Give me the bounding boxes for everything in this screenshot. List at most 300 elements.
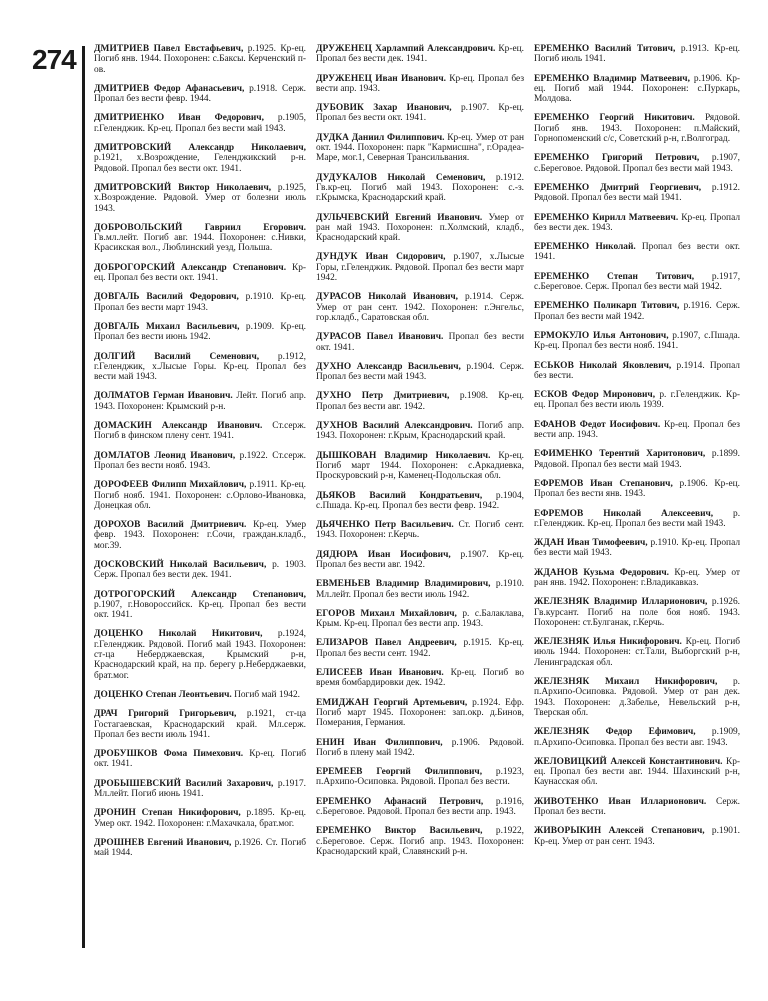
- entry-details: Кр-ец. Пропал без вести апр. 1943.: [316, 73, 525, 94]
- entry-surname: ЕРЕМЕНКО: [534, 113, 590, 124]
- entry-details: р.1922, с.Береговое. Серж. Погиб апр. 1943. Похоронен: Краснодарский край, Славянский р-н.: [316, 826, 525, 857]
- entry-given-name: Илья Никифорович.: [593, 637, 682, 648]
- entry-surname: ЕРЕМЕНКО: [534, 212, 590, 223]
- entry-given-name: Александр Васильевич,: [356, 361, 461, 372]
- entry-surname: ДОБРОГОРСКИЙ: [94, 262, 176, 273]
- entry-surname: ЖЕЛЕЗНЯК: [534, 677, 590, 688]
- entry: [316, 609, 524, 630]
- entry-surname: ДМИТРОВСКИЙ: [94, 182, 172, 193]
- entry: [534, 242, 740, 263]
- entry-details: р.1912. Гв.кр-ец. Погиб май 1943. Похоронен: с.-з. г.Крымска, Краснодарский край.: [316, 172, 525, 204]
- entry-details: р.1925. Кр-ец. Погиб янв. 1944. Похоронен: с.Баксы. Керченский п-ов.: [94, 44, 306, 75]
- entry-surname: ЖИВОРЫКИН: [534, 826, 602, 837]
- entry: [316, 391, 524, 412]
- entry-surname: ДОЛГИЙ: [94, 351, 136, 362]
- entry-details: Рядовой. Погиб янв. 1943. Похоронен: п.Майский, Горнопоменский с/с, Советский р-н, г.Волгоград.: [534, 113, 740, 145]
- entry-details: р.1918. Серж. Пропал без вести февр. 1944.: [94, 83, 306, 105]
- entry-details: Ст. Погиб сент. 1943. Похоронен: г.Керчь.: [316, 520, 525, 541]
- entry: [534, 44, 740, 65]
- entry-given-name: Василий Александрович.: [362, 421, 473, 432]
- entry-given-name: Георгий Филиппович,: [376, 767, 483, 778]
- entry-surname: ЕФРЕМОВ: [534, 508, 584, 519]
- entry-given-name: Кирилл Матвеевич.: [592, 212, 679, 223]
- entry: [534, 113, 740, 144]
- entry-surname: ДОБРОВОЛЬСКИЙ: [94, 222, 183, 233]
- entry-surname: ЕФАНОВ: [534, 419, 576, 430]
- entry-surname: ДОМЛАТОВ: [94, 450, 150, 461]
- entry-surname: ДРОШНЕВ: [94, 837, 145, 848]
- entry: [534, 74, 740, 105]
- entry-details: Серж. Пропал без вести.: [534, 796, 741, 818]
- entry-details: Кр-ец. Погиб июль 1944. Похоронен: ст.Тали, Выборгский р-н, Ленинградская обл.: [534, 637, 740, 668]
- entry-surname: ЕРЕМЕНКО: [534, 182, 590, 193]
- entry-surname: ЕРЕМЕНКО: [534, 73, 590, 84]
- page-number: 274: [32, 44, 76, 75]
- entry-details: Погиб май 1942.: [234, 689, 300, 700]
- entry: [94, 183, 306, 214]
- entry-surname: ДУБОВИК: [316, 103, 364, 114]
- entry: [534, 568, 740, 589]
- entry-details: Кр-ец. Погиб во время бомбардировки дек. 1942.: [316, 668, 525, 689]
- entry-surname: ЕРМОКУЛО: [534, 330, 590, 341]
- entry-surname: ДУНДУК: [316, 252, 358, 263]
- entry-given-name: Владимир Николаевич.: [384, 450, 491, 461]
- entry: [94, 838, 306, 859]
- entry: [534, 301, 740, 322]
- entry: [316, 579, 524, 600]
- entry: [534, 538, 740, 559]
- entry-surname: ЕНИН: [316, 737, 345, 748]
- entry-given-name: Александр Степанович.: [181, 262, 287, 273]
- entry-details: р.1907, с.Береговое. Рядовой. Пропал без вести май 1943.: [534, 153, 740, 174]
- entry-surname: ДЯДЮРА: [316, 549, 359, 560]
- entry: [316, 421, 524, 442]
- entry-given-name: Петр Васильевич.: [374, 520, 454, 531]
- entry-surname: ЕЛИЗАРОВ: [316, 638, 369, 649]
- entry-surname: ДМИТРИЕВ: [94, 44, 150, 54]
- entry-details: р.1913. Кр-ец. Погиб июль 1941.: [534, 44, 741, 65]
- entry-details: р.1912. Рядовой. Пропал без вести май 1941.: [534, 182, 741, 204]
- entry-details: р.1917, с.Береговое. Серж. Пропал без вести май 1942.: [534, 271, 741, 293]
- entry-details: р.1907, г.Новороссийск. Кр-ец. Пропал без вести окт. 1941.: [94, 599, 306, 621]
- entry: [534, 183, 740, 204]
- entry-surname: ЕРЕМЕНКО: [534, 271, 590, 282]
- entry-given-name: Иван Илларионович.: [608, 796, 707, 807]
- entry-details: р.1917. Мл.лейт. Погиб июнь 1941.: [94, 778, 307, 800]
- entry-surname: ЕРЕМЕНКО: [316, 796, 372, 807]
- entry-details: Кр-ец. Умер от ран янв. 1942. Похоронен: г.Владикавказ.: [534, 567, 740, 588]
- entry-details: р.1921, ст-ца Гостагаевская, Краснодарский край. Мл.серж. Пропал без вести июль 1941.: [94, 709, 307, 740]
- entry: [316, 451, 524, 482]
- entry: [534, 797, 740, 818]
- entry-details: р.1907, х.Лысые Горы, г.Геленджик. Рядовой. Пропал без вести март 1942.: [316, 252, 525, 284]
- entry: [316, 797, 524, 818]
- entry-given-name: Виктор Васильевич,: [384, 826, 483, 837]
- entry-surname: ЕРЕМЕНКО: [534, 153, 590, 164]
- entry: [534, 479, 740, 500]
- entry-given-name: Иван Иванович.: [369, 668, 444, 679]
- entry-details: р. г.Геленджик. Кр-ец. Пропал без вести май 1943.: [534, 508, 741, 529]
- entry-given-name: Илья Антонович,: [592, 330, 669, 341]
- entry: [94, 808, 306, 829]
- entry: [316, 252, 524, 283]
- entry-surname: ЖДАНОВ: [534, 567, 578, 578]
- entry-surname: ЕМИДЖАН: [316, 697, 369, 708]
- entry-details: р.1914. Серж. Умер от ран сент. 1942. Похоронен: г.Энгельс, гор.кладб., Саратовская обл.: [316, 292, 525, 323]
- entry-given-name: Федор Ефимович,: [605, 727, 696, 738]
- entry-details: р.1916, с.Береговое. Рядовой. Пропал без вести апр. 1943.: [316, 796, 525, 818]
- entry: [534, 757, 740, 788]
- entry-surname: ДРОБУШКОВ: [94, 749, 158, 760]
- entry-given-name: Иван Иосифович,: [367, 549, 451, 560]
- entry-given-name: Павел Андреевич,: [374, 638, 457, 649]
- entry-details: р.1922. Ст.серж. Пропал без вести нояб. 1943.: [94, 450, 306, 471]
- entry: [534, 637, 740, 668]
- entry-given-name: Павел Евстафьевич,: [153, 44, 244, 54]
- entry-given-name: Дмитрий Георгиевич,: [600, 182, 702, 193]
- entry: [534, 727, 740, 748]
- entry-given-name: Николай Васильевич,: [169, 559, 267, 570]
- entry-surname: ЕРЕМЕЕВ: [316, 767, 363, 778]
- vertical-rule: [82, 46, 85, 948]
- entry: [94, 322, 306, 343]
- entry-surname: ЕФИМЕНКО: [534, 449, 593, 460]
- entry: [534, 420, 740, 441]
- entry-details: Кр-ец. Пропал без вести апр. 1943.: [534, 419, 741, 441]
- entry: [534, 677, 740, 718]
- entry-given-name: Василий Титович,: [594, 44, 676, 54]
- entry-details: р.1908. Кр-ец. Пропал без вести авг. 1942.: [316, 391, 524, 412]
- entry-given-name: Афанасий Петрович,: [383, 796, 484, 807]
- entry-given-name: Харлампий Александрович.: [375, 44, 496, 54]
- entry-given-name: Герман Иванович.: [153, 391, 233, 402]
- entry-details: р.1905, г.Геленджик. Кр-ец. Пропал без вести май 1943.: [94, 113, 307, 134]
- entry-surname: ЕРЕМЕНКО: [534, 301, 590, 312]
- entry: [534, 826, 740, 847]
- entry-given-name: Александр Степанович,: [191, 589, 306, 600]
- entry-given-name: Григорий Григорьевич,: [128, 709, 237, 720]
- entry-given-name: Терентий Харитонович,: [599, 449, 706, 460]
- entry: [316, 103, 524, 124]
- entry-given-name: Василий Кондратьевич,: [369, 490, 483, 501]
- entry-details: р.1910. Кр-ец. Пропал без вести май 1943.: [534, 538, 740, 559]
- entry-details: Пропал без вести окт. 1941.: [316, 332, 524, 353]
- entry: [94, 451, 306, 472]
- entry-given-name: Василий Федорович,: [146, 292, 239, 303]
- entry-given-name: Иван Степанович,: [590, 478, 673, 489]
- entry-given-name: Николай Яковлевич,: [579, 360, 672, 371]
- entry-surname: ЖДАН: [534, 538, 565, 549]
- entry: [534, 449, 740, 470]
- entry-details: Кр-ец. Пропал без вести авг. 1944. Шахинский р-н, Каунасская обл.: [534, 756, 741, 788]
- entry: [534, 390, 740, 411]
- entry: [316, 74, 524, 95]
- entry-surname: ДОСКОВСКИЙ: [94, 559, 164, 570]
- entry-surname: ДОЛМАТОВ: [94, 391, 150, 402]
- entry-surname: ДОВГАЛЬ: [94, 292, 140, 303]
- entry-details: р.1924, г.Геленджик. Рядовой. Погиб май 1943. Похоронен: ст-ца Неберджаевская, Крымский р-н, Краснодарский край, на пр. берегу р.Неберджаевки, брат.мог.: [94, 629, 306, 681]
- entry-details: Лейт. Погиб апр. 1943. Похоронен: Крымский р-н.: [94, 391, 307, 412]
- entry-details: р.1923, п.Архипо-Осиповка. Рядовой. Пропал без вести.: [316, 767, 524, 788]
- entry-details: р.1904. Серж. Пропал без вести май 1943.: [316, 361, 524, 383]
- entry-details: р.1926. Гв.курсант. Погиб на поле боя нояб. 1943. Похоронен: ст.Булганак, г.Керчь.: [534, 597, 740, 628]
- entry-given-name: Леонид Иванович,: [154, 450, 236, 461]
- entry: [94, 223, 306, 254]
- entry: [94, 779, 306, 800]
- entry: [94, 690, 306, 700]
- entry: [94, 113, 306, 134]
- entry-surname: ЕЛИСЕЕВ: [316, 668, 363, 679]
- entry-details: р.1921, х.Возрождение, Геленджикский р-н. Рядовой. Пропал без вести окт. 1941.: [94, 153, 306, 174]
- entry-details: Пропал без вести окт. 1941.: [534, 242, 740, 263]
- entry-details: Кр-ец. Пропал без вести окт. 1941.: [94, 262, 306, 284]
- entry: [534, 509, 740, 530]
- entry: [316, 213, 524, 244]
- entry-given-name: Николай Никитович,: [158, 629, 263, 640]
- entry: [316, 738, 524, 759]
- entry-given-name: Георгий Никитович.: [599, 113, 695, 124]
- entry-details: Кр-ец. Умер от ран окт. 1944. Похоронен: парк "Кармисшна", г.Орадеа-Маре, мог.1, Северная Трансильвания.: [316, 132, 525, 164]
- entry-details: Кр-ец. Погиб март 1944. Похоронен: с.Аркадиевка, Проскуровский р-н, Каменец-Подольская обл.: [316, 450, 525, 482]
- entry-surname: ДЫШКОВАН: [316, 450, 377, 461]
- entry-surname: ЕСЬКОВ: [534, 360, 574, 371]
- entry-details: Кр-ец. Умер февр. 1943. Похоронен: г.Сочи, граждан.кладб., мог.39.: [94, 520, 307, 551]
- entry: [534, 597, 740, 628]
- entry-given-name: Павел Иванович.: [366, 332, 444, 343]
- entry-given-name: Георгий Артемьевич,: [373, 697, 468, 708]
- entry-given-name: Иван Филиппович,: [353, 737, 443, 748]
- entry-details: Кр-ец. Пропал без вести дек. 1941.: [316, 44, 525, 65]
- entry-given-name: Евгений Иванович.: [395, 212, 483, 223]
- entry-given-name: Василий Семенович,: [154, 351, 260, 362]
- entry-given-name: Владимир Владимирович,: [375, 579, 491, 590]
- entry-surname: ЕГОРОВ: [316, 608, 356, 619]
- entry-surname: ДУХНО: [316, 361, 352, 372]
- entry: [94, 629, 306, 680]
- entry-given-name: Федот Иосифович.: [579, 419, 661, 430]
- entry-given-name: Михаил Михайлович,: [360, 608, 457, 619]
- entry-surname: ДРАЧ: [94, 709, 118, 720]
- entry-surname: ДОЦЕНКО: [94, 629, 144, 640]
- entry-surname: ДУЛЬЧЕВСКИЙ: [316, 212, 389, 223]
- entry-surname: ДОРОХОВ: [94, 520, 141, 531]
- entry-surname: ЕСКОВ: [534, 390, 568, 401]
- entry-given-name: Николай Алексеевич,: [603, 508, 714, 519]
- entry: [316, 767, 524, 788]
- entry-surname: ДУРАСОВ: [316, 332, 362, 343]
- entry-details: р. 1903. Серж. Пропал без вести дек. 1941.: [94, 559, 306, 581]
- entry-given-name: Степан Леонтьевич.: [145, 689, 232, 700]
- entry-given-name: Евгений Иванович,: [147, 837, 232, 848]
- entry: [94, 480, 306, 511]
- entry: [316, 520, 524, 541]
- entry-given-name: Алексей Степанович,: [608, 826, 705, 837]
- entry-surname: ЕРЕМЕНКО: [534, 242, 590, 253]
- entry: [94, 391, 306, 412]
- entry-surname: ДЬЯКОВ: [316, 490, 356, 501]
- entry: [316, 638, 524, 659]
- entry: [316, 332, 524, 353]
- entry-surname: ЕФРЕМОВ: [534, 478, 584, 489]
- entry: [94, 709, 306, 740]
- entry-surname: ДРОБЫШЕВСКИЙ: [94, 778, 181, 789]
- entry: [94, 84, 306, 105]
- entry-given-name: Владимир Илларионович,: [593, 597, 708, 608]
- entry-details: р.1899. Рядовой. Пропал без вести май 1943.: [534, 449, 740, 470]
- entry: [94, 143, 306, 174]
- entry-surname: ДУХНОВ: [316, 421, 358, 432]
- entry-given-name: Степан Никифорович,: [141, 808, 241, 819]
- entry-given-name: Владимир Матвеевич,: [593, 73, 690, 84]
- entry-details: р.1925, х.Возрождение. Рядовой. Умер от болезни июль 1943.: [94, 182, 307, 214]
- entry-details: Ст.серж. Погиб в финском плену сент. 1941.: [94, 421, 307, 442]
- entry-given-name: Григорий Петрович,: [601, 153, 700, 164]
- entry-details: Умер от ран май 1943. Похоронен: п.Холмский, кладб., Краснодарский край.: [316, 212, 524, 244]
- entry-details: р.1904, с.Пшада. Кр-ец. Пропал без вести февр. 1942.: [316, 490, 524, 511]
- entry-given-name: Иван Федорович,: [178, 113, 264, 124]
- entry-surname: ЖЕЛЕЗНЯК: [534, 727, 590, 738]
- entry-details: р.1907. Кр-ец. Пропал без вести авг. 1942.: [316, 549, 524, 570]
- entry: [94, 421, 306, 442]
- entry: [316, 826, 524, 857]
- entry: [94, 44, 306, 75]
- entry-given-name: Фома Пимехович.: [163, 749, 244, 760]
- entry-details: р.1907, с.Пшада. Кр-ец. Пропал без вести нояб. 1941.: [534, 330, 741, 352]
- entry-surname: ЕРЕМЕНКО: [316, 826, 372, 837]
- column-3: [534, 44, 740, 856]
- entry-details: р. п.Архипо-Осиповка. Рядовой. Умер от ран дек. 1943. Похоронен: д.Забелье, Невельский р-н, Тверская обл.: [534, 677, 741, 718]
- entry-details: Погиб апр. 1943. Похоронен: г.Крым, Краснодарский край.: [316, 421, 524, 442]
- entry-details: р.1895. Кр-ец. Умер окт. 1942. Похоронен: г.Махачкала, брат.мог.: [94, 808, 307, 829]
- entry-given-name: Василий Захарович,: [185, 778, 274, 789]
- entry-surname: ДУДКА: [316, 132, 350, 143]
- entry: [94, 590, 306, 621]
- entry: [94, 520, 306, 551]
- entry: [316, 362, 524, 383]
- entry-details: р. г.Геленджик. Кр-ец. Пропал без вести июль 1939.: [534, 390, 740, 411]
- entry-given-name: Алексей Константинович.: [610, 756, 723, 767]
- entry-surname: ЕВМЕНЬЕВ: [316, 579, 371, 590]
- entry-details: Гв.мл.лейт. Погиб авг. 1944. Похоронен: с.Нивки, Красикская вол., Люблинский уезд, Польша.: [94, 233, 306, 254]
- entry-surname: ЖЕЛЕЗНЯК: [534, 597, 590, 608]
- entry-given-name: Василий Дмитриевич.: [147, 520, 247, 531]
- entry-given-name: Александр Николаевич,: [188, 143, 306, 154]
- entry-surname: ДМИТРИЕНКО: [94, 113, 165, 124]
- entry-surname: ДЬЯЧЕНКО: [316, 520, 371, 531]
- entry-details: р.1910. Мл.лейт. Пропал без вести июль 1942.: [316, 579, 524, 600]
- entry-given-name: Захар Иванович,: [373, 103, 452, 114]
- entry-details: р.1914. Пропал без вести.: [534, 360, 740, 381]
- entry-given-name: Поликарп Титович,: [593, 301, 680, 312]
- entry: [534, 272, 740, 293]
- entry-given-name: Петр Дмитриевич,: [361, 391, 450, 402]
- entry-given-name: Кузьма Федорович.: [583, 567, 669, 578]
- entry-details: р.1906. Рядовой. Погиб в плену май 1942.: [316, 737, 524, 758]
- entry-details: Кр-ец. Пропал без вести дек. 1943.: [534, 212, 740, 233]
- entry-details: р.1906. Кр-ец. Погиб май 1944. Похоронен: с.Пуркарь, Молдова.: [534, 73, 741, 105]
- entry: [534, 331, 740, 352]
- entry: [316, 491, 524, 512]
- entry: [316, 133, 524, 164]
- entry-details: р. с.Балаклава, Крым. Кр-ец. Пропал без вести апр. 1943.: [316, 608, 524, 630]
- entry-surname: ЖИВОТЕНКО: [534, 796, 599, 807]
- entry: [316, 668, 524, 689]
- entry-surname: ДОВГАЛЬ: [94, 321, 140, 332]
- entry-given-name: Степан Титович,: [607, 271, 695, 282]
- entry-given-name: Иван Иванович.: [375, 73, 446, 84]
- entry-details: р.1909. Кр-ец. Пропал без вести июнь 1942.: [94, 321, 307, 343]
- column-2: [316, 44, 524, 866]
- entry-surname: ДОРОФЕЕВ: [94, 480, 149, 491]
- entry-given-name: Виктор Николаевич,: [178, 182, 272, 193]
- entry: [316, 292, 524, 323]
- entry-surname: ДОМАСКИН: [94, 421, 152, 432]
- entry-details: р.1912, г.Геленджик, х.Лысые Горы. Кр-ец. Пропал без вести май 1943.: [94, 351, 306, 383]
- entry-given-name: Николай Иванович,: [368, 292, 459, 303]
- entry-surname: ДРОНИН: [94, 808, 136, 819]
- entry-details: р.1907. Кр-ец. Пропал без вести окт. 1941.: [316, 103, 524, 124]
- entry-given-name: Даниил Филиппович.: [351, 132, 445, 143]
- entry-surname: ДУХНО: [316, 391, 352, 402]
- entry: [94, 263, 306, 284]
- entry-given-name: Михаил Васильевич,: [145, 321, 240, 332]
- entry-surname: ДРУЖЕНЕЦ: [316, 73, 372, 84]
- column-1: [94, 44, 306, 868]
- entry: [94, 352, 306, 383]
- entry-given-name: Федор Афанасьевич,: [153, 83, 245, 94]
- entry-given-name: Николай.: [595, 242, 636, 253]
- entry-details: р.1915. Кр-ец. Пропал без вести сент. 1942.: [316, 638, 525, 659]
- entry: [94, 292, 306, 313]
- entry-details: р.1911. Кр-ец. Погиб нояб. 1941. Похоронен: с.Орлово-Ивановка, Донецкая обл.: [94, 480, 306, 511]
- entry-details: р.1909, п.Архипо-Осиповка. Пропал без вести авг. 1943.: [534, 727, 741, 748]
- entry: [534, 361, 740, 382]
- entry-surname: ЕРЕМЕНКО: [534, 44, 590, 54]
- entry-given-name: Федор Миронович,: [571, 390, 656, 401]
- entry-details: Кр-ец. Погиб окт. 1941.: [94, 749, 307, 770]
- entry-details: р.1926. Ст. Погиб май 1944.: [94, 837, 307, 859]
- entry: [316, 698, 524, 729]
- entry-surname: ДОТРОГОРСКИЙ: [94, 589, 176, 600]
- entry-surname: ДРУЖЕНЕЦ: [316, 44, 372, 54]
- entry-surname: ДУДУКАЛОВ: [316, 172, 377, 183]
- entry-surname: ДМИТРОВСКИЙ: [94, 143, 172, 154]
- entry-given-name: Гавриил Егорович.: [204, 222, 306, 233]
- entry-given-name: Николай Семенович,: [387, 172, 486, 183]
- entry-surname: ДМИТРИЕВ: [94, 83, 150, 94]
- entry: [534, 153, 740, 174]
- entry-details: р.1901. Кр-ец. Умер от ран сент. 1943.: [534, 826, 740, 847]
- entry-details: р.1924. Ефр. Погиб март 1945. Похоронен: зап.окр. д.Бинов, Померания, Германия.: [316, 697, 524, 729]
- entry-given-name: Иван Тимофеевич,: [567, 538, 648, 549]
- entry-surname: ЖЕЛЕЗНЯК: [534, 637, 590, 648]
- entry-surname: ЖЕЛОВИЦКИЙ: [534, 756, 607, 767]
- entry-given-name: Михаил Никифорович,: [605, 677, 718, 688]
- entry: [316, 173, 524, 204]
- entry: [534, 213, 740, 234]
- entry-details: р.1916. Серж. Пропал без вести май 1942.: [534, 301, 740, 322]
- entry-given-name: Филипп Михайлович,: [151, 480, 247, 491]
- entry: [94, 560, 306, 581]
- entry-given-name: Александр Иванович.: [161, 421, 263, 432]
- entry: [94, 749, 306, 770]
- entry-surname: ДУРАСОВ: [316, 292, 362, 303]
- entry-given-name: Иван Сидорович,: [365, 252, 446, 263]
- entry: [316, 550, 524, 571]
- entry: [316, 44, 524, 65]
- entry-details: р.1910. Кр-ец. Пропал без вести март 1943.: [94, 292, 307, 313]
- entry-surname: ДОЦЕНКО: [94, 689, 144, 700]
